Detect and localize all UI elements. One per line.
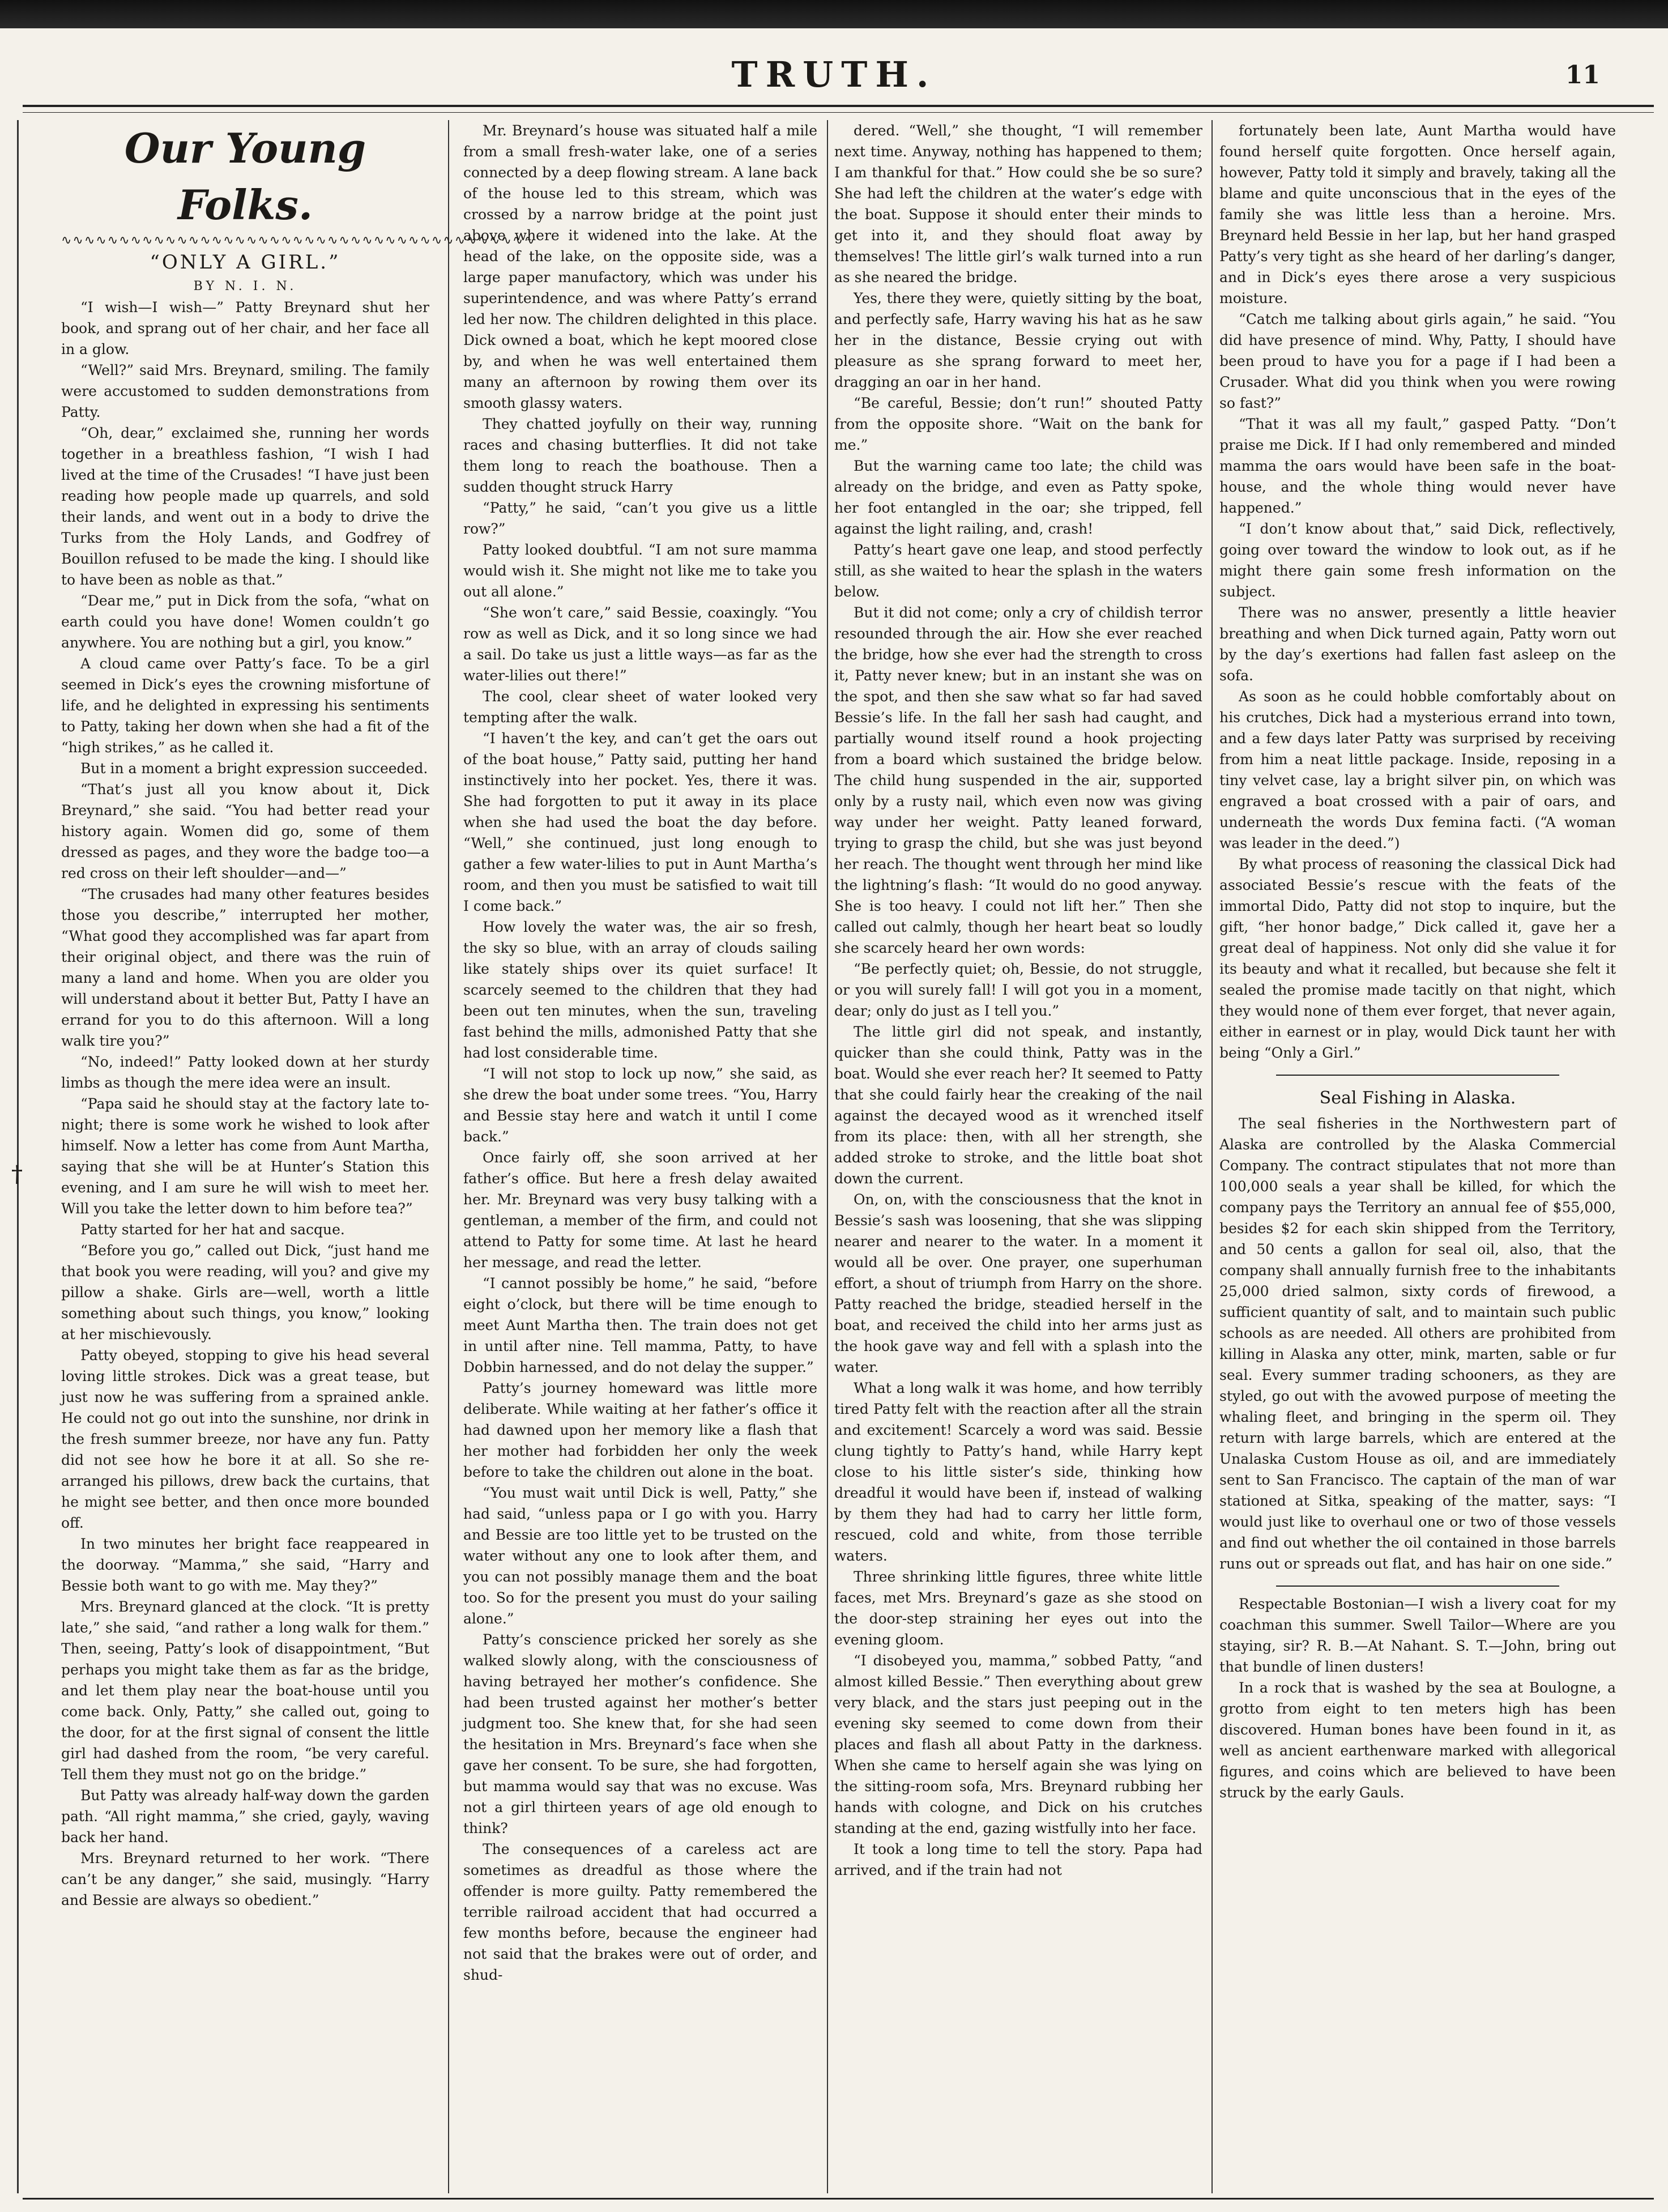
paragraph: The consequences of a careless act are sometimes as dreadful as those where the offender is more guilty. Patty remembered the terrible railroad accident that had occurred a few months before, because the engineer had not said that the brakes were out of order, and shud- — [463, 1841, 817, 1983]
masthead — [0, 54, 1668, 99]
paragraph: How lovely the water was, the air so fresh, the sky so blue, with an array of clouds sailing like stately ships over its quiet surface! It scarcely seemed to the children that they had been out ten minutes, when the sun, traveling fast behind the mills, admonished Patty that she had lost considerable time. — [463, 919, 817, 1061]
column-divider — [827, 120, 828, 2193]
paragraph: It took a long time to tell the story. Papa had arrived, and if the train had not — [834, 1841, 1202, 1878]
paragraph: Mrs. Breynard returned to her work. “There can’t be any danger,” she said, musingly. “Harry and Bessie are always so obedient.” — [61, 1850, 429, 1908]
paragraph: Three shrinking little figures, three white little faces, met Mrs. Breynard’s gaze as she stood on the door-step straining her eyes out into the evening gloom. — [834, 1569, 1202, 1648]
paragraph: “That’s just all you know about it, Dick Breynard,” she said. “You had better read your history again. Women did go, some of them dressed as pages, and they wore the badge too—a red cross on their left shoulder—and—” — [61, 781, 429, 881]
paragraph: “That it was all my fault,” gasped Patty. “Don’t praise me Dick. If I had only remembered and minded mamma the oars would have been safe in the boat-house, and the whole thing would never have happened.” — [1219, 416, 1616, 516]
paragraph: dered. “Well,” she thought, “I will remember next time. Anyway, nothing has happened to them; I am thankful for that.” How could she be so sure? She had left the children at the water’s edge with the boat. Suppose it should enter their minds to get into it, and they should float away by themselves! The little girl’s walk turned into a run as she neared the bridge. — [834, 122, 1202, 285]
paragraph: What a long walk it was home, and how terribly tired Patty felt with the reaction after all the strain and excitement! Scarcely a word was said. Bessie clung tightly to Patty’s hand, while Harry kept close to his little sister’s side, thinking how dreadful it would have been if, instead of walking by them they had had to carry her little form, rescued, cold and white, from those terrible waters. — [834, 1380, 1202, 1564]
paragraph: Patty obeyed, stopping to give his head several loving little strokes. Dick was a great tease, but just now he was suffering from a sprained ankle. He could not go out into the sunshine, nor drink in the fresh summer breeze, nor have any fun. Patty did not see how he bore it at all. So she re-arranged his pillows, drew back the curtains, that he might see better, and then once more bounded off. — [61, 1347, 429, 1531]
paragraph: In two minutes her bright face reappeared in the doorway. “Mamma,” she said, “Harry and Bessie both want to go with me. May they?” — [61, 1536, 429, 1594]
paragraph: “Dear me,” put in Dick from the sofa, “what on earth could you have done! Women couldn’t go anywhere. You are nothing but a girl, you know.” — [61, 593, 429, 651]
paragraph: “I haven’t the key, and can’t get the oars out of the boat house,” Patty said, putting her hand instinctively into her pocket. Yes, there it was. She had forgotten to put it away in its place when she had used the boat the day before. “Well,” she continued, just long enough to gather a few water-lilies to put in Aunt Martha’s room, and then you must be satisfied to wait till I come back.” — [463, 730, 817, 914]
paragraph: There was no answer, presently a little heavier breathing and when Dick turned again, Patty worn out by the day’s exertions had fallen fast asleep on the sofa. — [1219, 604, 1616, 684]
paragraph: Patty started for her hat and sacque. — [80, 1221, 345, 1238]
paragraph: “I will not stop to lock up now,” she said, as she drew the boat under some trees. “You, Harry and Bessie stay here and watch it until I come back.” — [463, 1065, 817, 1145]
column-3 — [834, 120, 1202, 2188]
paragraph: “Catch me talking about girls again,” he said. “You did have presence of mind. Why, Patty, I should have been proud to have you for a page if I had been a Crusader. What did you think when you were rowing so fast?” — [1219, 311, 1616, 411]
column-divider — [1211, 120, 1213, 2193]
paragraph: “Papa said he should stay at the factory late to-night; there is some work he wished to look after himself. Now a letter has come from Aunt Martha, saying that she will be at Hunter’s Station this evening, and I am sure he will wish to meet her. Will you take the letter down to him before tea?” — [61, 1096, 429, 1217]
paragraph: Respectable Bostonian—I wish a livery coat for my coachman this summer. Swell Tailor—Where are you staying, sir? R. B.—At Nahant. S. T.—John, bring out that bundle of linen dusters! — [1219, 1596, 1616, 1675]
paragraph: Patty’s conscience pricked her sorely as she walked slowly along, with the consciousness of having betrayed her mother’s confidence. She had been trusted against her mother’s better judgment too. She knew that, for she had seen the hesitation in Mrs. Breynard’s face when she gave her consent. To be sure, she had forgotten, but mamma would say that was no excuse. Was not a girl thirteen years of age old enough to think? — [463, 1631, 817, 1836]
article-separator — [1276, 1075, 1559, 1076]
paragraph: “She won’t care,” said Bessie, coaxingly. “You row as well as Dick, and it so long since we had a sail. Do take us just a little ways—as far as the water-lilies out there!” — [463, 604, 817, 684]
byline: BY N. I. N. — [193, 279, 297, 293]
column-1 — [61, 120, 536, 2188]
paragraph: They chatted joyfully on their way, running races and chasing butterflies. It did not take them long to reach the boathouse. Then a sudden thought struck Harry — [463, 416, 817, 495]
story-body — [61, 297, 429, 1911]
newspaper-title: TRUTH. — [731, 54, 937, 95]
paragraph: “I disobeyed you, mamma,” sobbed Patty, “and almost killed Bessie.” Then everything about grew very black, and the stars just peeping out in the evening sky seemed to come down from their places and flash all about Patty in the darkness. When she came to herself again she was lying on the sitting-room sofa, Mrs. Breynard rubbing her hands with cologne, and Dick on his crutches standing at the end, gazing wistfully into her face. — [834, 1652, 1202, 1836]
column-2 — [463, 120, 817, 2188]
paragraph: Mr. Breynard’s house was situated half a mile from a small fresh-water lake, one of a series connected by a deep flowing stream. A lane back of the house led to this stream, which was crossed by a narrow bridge at the point just above where it widened into the lake. At the head of the lake, on the opposite side, was a large paper manufactory, which was under his superintendence, and was where Patty’s errand led her now. The children delighted in this place. Dick owned a boat, which he kept moored close by, and when he was well entertained them many an afternoon by rowing them over its smooth glassy waters. — [463, 122, 817, 411]
paragraph: As soon as he could hobble comfortably about on his crutches, Dick had a mysterious errand into town, and a few days later Patty was surprised by receiving from him a neat little package. Inside, reposing in a tiny velvet case, lay a bright silver pin, on which was engraved a boat crossed with a pair of oars, and underneath the words Dux femina facti. (“A woman was leader in the deed.”) — [1219, 688, 1616, 851]
paragraph: “I wish—I wish—” Patty Breynard shut her book, and sprang out of her chair, and her face all in a glow. — [61, 299, 429, 357]
column-divider — [448, 120, 449, 2193]
column-4 — [1219, 120, 1616, 2188]
paragraph: fortunately been late, Aunt Martha would have found herself quite forgotten. Once herself again, however, Patty told it simply and bravely, taking all the blame and quite unconscious that in the eyes of the family she was little less than a heroine. Mrs. Breynard held Bessie in her lap, but her hand grasped Patty’s very tight as she heard of her darling’s danger, and in Dick’s eyes there arose a very suspicious moisture. — [1219, 122, 1616, 306]
page-number: 11 — [1565, 61, 1600, 89]
bottom-rule — [23, 2198, 1654, 2200]
paragraph: In a rock that is washed by the sea at Boulogne, a grotto from eight to ten meters high has been discovered. Human bones have been found in it, as well as ancient earthenware marked with allegorical figures, and coins which are believed to have been struck by the early Gauls. — [1219, 1680, 1616, 1801]
paragraph: On, on, with the consciousness that the knot in Bessie’s sash was loosening, that she was slipping nearer and nearer to the water. In a moment it would all be over. One prayer, one superhuman effort, a shout of triumph from Harry on the shore. Patty reached the bridge, steadied herself in the boat, and received the child into her arms just as the hook gave way and fell with a splash into the water. — [834, 1191, 1202, 1375]
paragraph: “Be careful, Bessie; don’t run!” shouted Patty from the opposite shore. “Wait on the bank for me.” — [834, 395, 1202, 453]
paragraph: The little girl did not speak, and instantly, quicker than she could think, Patty was in the boat. Would she ever reach her? It seemed to Patty that she could fairly hear the creaking of the nail against the decayed wood as it wrenched itself from its place: then, with all her strength, she added stroke to stroke, and the little boat shot down the current. — [834, 1024, 1202, 1187]
masthead-rule-thin — [23, 112, 1654, 113]
paragraph: But Patty was already half-way down the garden path. “All right mamma,” she cried, gayly, waving back her hand. — [61, 1787, 429, 1846]
ornamental-rule: ∿∿∿∿∿∿∿∿∿∿∿∿∿∿∿∿∿∿∿∿∿∿∿∿∿∿∿∿∿∿∿∿∿∿∿∿∿∿∿∿∿ — [61, 233, 536, 248]
paragraph: The seal fisheries in the Northwestern part of Alaska are controlled by the Alaska Commercial Company. The contract stipulates that not more than 100,000 seals a year shall be killed, for which the company pays the Territory an annual fee of $55,000, besides $2 for each skin shipped from the Territory, and 50 cents a gallon for seal oil, also, that the company shall annually furnish free to the inhabitants 25,000 dried salmon, sixty cords of firewood, a sufficient quantity of salt, and to maintain such public schools as are needed. All others are prohibited from killing in Alaska any otter, mink, marten, sable or fur seal. Every summer trading schooners, as they are styled, go out with the avowed purpose of meeting the whaling fleet, and bringing in the sperm oil. They return with large barrels, which are entered at the Unalaska Custom House as oil, and are immediately sent to San Francisco. The captain of the man of war stationed at Sitka, speaking of the matter, says: “I would just like to overhaul one or two of those vessels and find out whether the oil contained in those barrels runs out or spreads out flat, and has hair on one side.” — [1219, 1115, 1616, 1572]
paragraph: “Be perfectly quiet; oh, Bessie, do not struggle, or you will surely fall! I will got you in a moment, dear; only do just as I tell you.” — [834, 961, 1202, 1019]
paragraph: Patty’s heart gave one leap, and stood perfectly still, as she waited to hear the splash in the waters below. — [834, 542, 1202, 600]
paragraph: Once fairly off, she soon arrived at her father’s office. But here a fresh delay awaited her. Mr. Breynard was very busy talking with a gentleman, a member of the firm, and could not attend to Patty for some time. At last he heard her message, and read the letter. — [463, 1149, 817, 1271]
section-heading: Our Young Folks. — [124, 124, 366, 229]
paragraph: The cool, clear sheet of water looked very tempting after the walk. — [463, 688, 817, 726]
paragraph: Mrs. Breynard glanced at the clock. “It is pretty late,” she said, “and rather a long walk for them.” Then, seeing, Patty’s look of disappointment, “But perhaps you might take them as far as the bridge, and let them play near the boat-house until you come back. Only, Patty,” she called out, going to the door, for at the first signal of consent the little girl had dashed from the room, “be very careful. Tell them they must not go on the bridge.” — [61, 1599, 429, 1783]
page-top-edge — [0, 0, 1668, 28]
paragraph: “No, indeed!” Patty looked down at her sturdy limbs as though the mere idea were an insult. — [61, 1054, 429, 1091]
paragraph: But in a moment a bright expression succeeded. — [80, 760, 428, 777]
left-margin-rule — [17, 120, 19, 2193]
paragraph: Yes, there they were, quietly sitting by the boat, and perfectly safe, Harry waving his hat as he saw her in the distance, Bessie crying out with pleasure as she sprang forward to meet her, dragging an oar in her hand. — [834, 290, 1202, 390]
paragraph: Patty looked doubtful. “I am not sure mamma would wish it. She might not like me to take you out all alone.” — [463, 542, 817, 600]
paragraph: But the warning came too late; the child was already on the bridge, and even as Patty spoke, her foot entangled in the oar; she tripped, fell against the light railing, and, crash! — [834, 458, 1202, 537]
masthead-rule — [23, 105, 1654, 107]
story-title: “ONLY A GIRL.” — [150, 251, 341, 274]
margin-dagger: † — [11, 1161, 23, 1187]
paragraph: But it did not come; only a cry of childish terror resounded through the air. How she ever reached the bridge, how she ever had the strength to cross it, Patty never knew; but in an instant she was on the spot, and then she saw what so far had saved Bessie’s life. In the fall her sash had caught, and partially wound itself round a hook projecting from a board which sustained the bridge below. The child hung suspended in the air, supported only by a rusty nail, which even now was giving way under her weight. Patty leaned forward, trying to grasp the child, but she was just beyond her reach. The thought went through her mind like the lightning’s flash: “It would do no good anyway. She is too heavy. I could not lift her.” Then she called out calmly, though her heart beat so loudly she scarcely heard her own words: — [834, 604, 1202, 956]
paragraph: “The crusades had many other features besides those you describe,” interrupted her mother, “What good they accomplished was far apart from their original object, and there was the ruin of many a land and home. When you are older you will understand about it better But, Patty I have an errand for you to do this afternoon. Will a long walk tire you?” — [61, 886, 429, 1049]
paragraph: “You must wait until Dick is well, Patty,” she had said, “unless papa or I go with you. Harry and Bessie are too little yet to be trusted on the water without any one to look after them, and you can not possibly manage them and the boat too. So for the present you must do your sailing alone.” — [463, 1485, 817, 1627]
paragraph: A cloud came over Patty’s face. To be a girl seemed in Dick’s eyes the crowning misfortune of life, and he delighted in expressing his sentiments to Patty, taking her down when she had a fit of the “high strikes,” as he called it. — [61, 655, 429, 756]
paragraph: By what process of reasoning the classical Dick had associated Bessie’s rescue with the feats of the immortal Dido, Patty did not stop to inquire, but the gift, “her honor badge,” Dick called it, gave her a great deal of happiness. Not only did she value it for its beauty and what it recalled, but because she felt it sealed the promise made tacitly on that night, which they would none of them ever forget, that never again, either in earnest or in play, would Dick taunt her with being “Only a Girl.” — [1219, 856, 1616, 1061]
article-separator — [1276, 1586, 1559, 1587]
paragraph: “Well?” said Mrs. Breynard, smiling. The family were accustomed to sudden demonstrations from Patty. — [61, 362, 429, 420]
paragraph: “Patty,” he said, “can’t you give us a little row?” — [463, 500, 817, 537]
paragraph: “Before you go,” called out Dick, “just hand me that book you were reading, will you? and give my pillow a shake. Girls are—well, worth a little something about such things, you know,” looking at her mischievously. — [61, 1242, 429, 1342]
paragraph: “I cannot possibly be home,” he said, “before eight o’clock, but there will be time enough to meet Aunt Martha then. The train does not get in until after nine. Tell mamma, Patty, to have Dobbin harnessed, and do not delay the supper.” — [463, 1275, 817, 1375]
paragraph: “Oh, dear,” exclaimed she, running her words together in a breathless fashion, “I wish I had lived at the time of the Crusades! “I have just been reading how people made up quarrels, and sold their lands, and went out in a body to drive the Turks from the Holy Lands, and Godfrey of Bouillon refused to be made the king. I should like to have been as noble as that.” — [61, 425, 429, 588]
paragraph: Patty’s journey homeward was little more deliberate. While waiting at her father’s office it had dawned upon her memory like a flash that her mother had forbidden her only the week before to take the children out alone in the boat. — [463, 1380, 817, 1480]
paragraph: “I don’t know about that,” said Dick, reflectively, going over toward the window to look out, as if he might there gain some fresh information on the subject. — [1219, 521, 1616, 600]
article-heading: Seal Fishing in Alaska. — [1319, 1088, 1516, 1108]
